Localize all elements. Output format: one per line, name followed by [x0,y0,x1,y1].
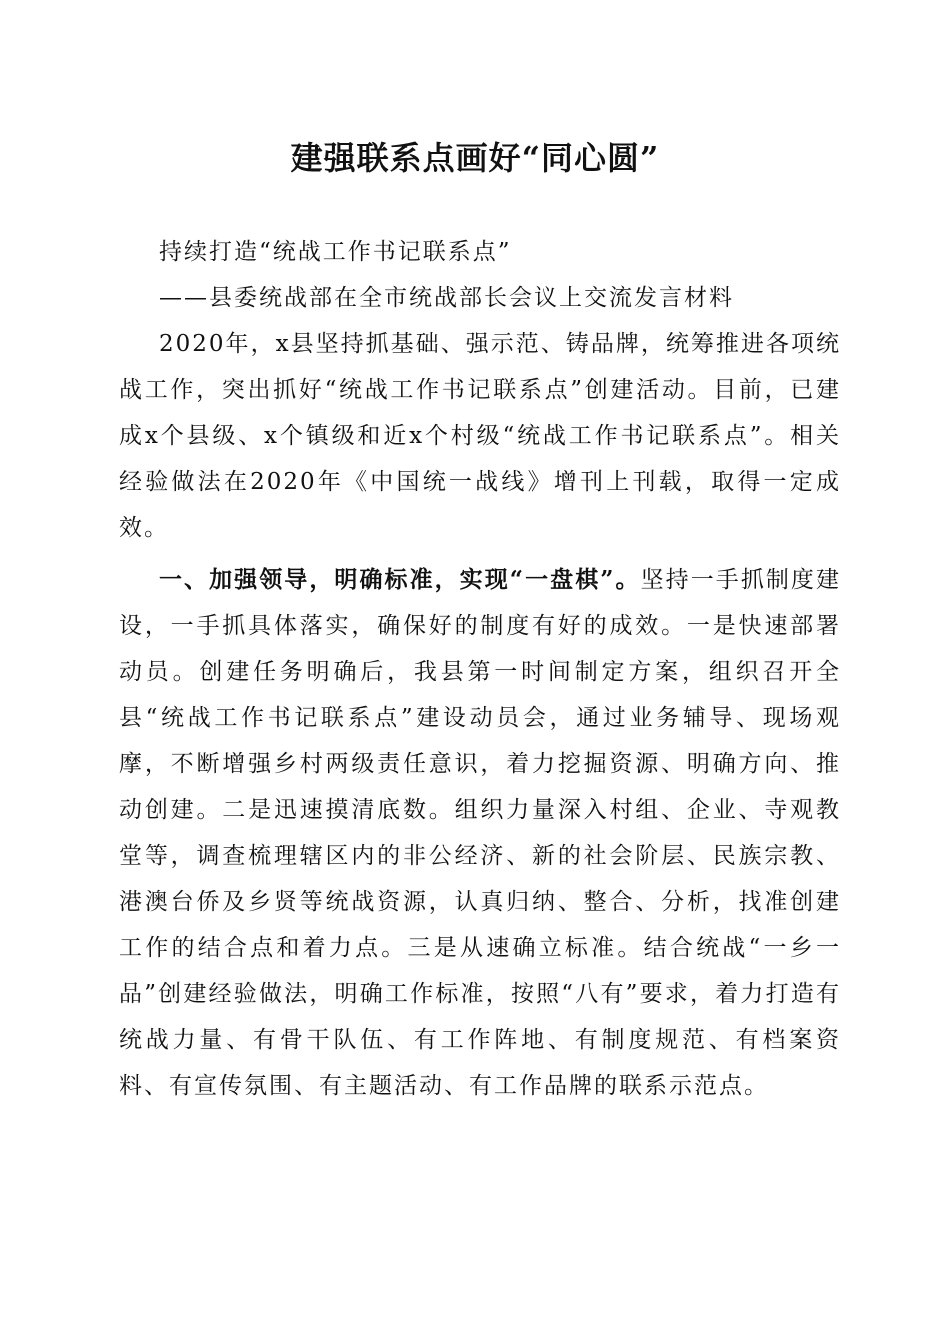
document-body [119,229,841,1109]
subtitle: 持续打造“统战工作书记联系点” [159,239,512,265]
byline: ——县委统战部在全市统战部长会议上交流发言材料 [159,285,734,311]
section-1-body: 坚持一手抓制度建设，一手抓具体落实，确保好的制度有好的成效。一是快速部署动员。创建任务明确后，我县第一时间制定方案，组织召开全县“统战工作书记联系点”建设动员会，通过业务辅导、现场观摩，不断增强乡村两级责任意识，着力挖掘资源、明确方向、推动创建。二是迅速摸清底数。组织力量深入村组、企业、寺观教堂等，调查梳理辖区内的非公经济、新的社会阶层、民族宗教、港澳台侨及乡贤等统战资源，认真归纳、整合、分析，找准创建工作的结合点和着力点。三是从速确立标准。结合统战“一乡一品”创建经验做法，明确工作标准，按照“八有”要求，着力打造有统战力量、有骨干队伍、有工作阵地、有制度规范、有档案资料、有宣传氛围、有主题活动、有工作品牌的联系示范点。 [119,567,841,1099]
intro-paragraph: 2020年，x县坚持抓基础、强示范、铸品牌，统筹推进各项统战工作，突出抓好“统战工作书记联系点”创建活动。目前，已建成x个县级、x个镇级和近x个村级“统战工作书记联系点”。相关经验做法在2020年《中国统一战线》增刊上刊载，取得一定成效。 [119,331,841,541]
document-title: 建强联系点画好“同心圆” [290,139,660,177]
section-1-paragraph [119,557,841,1109]
section-1-heading: 一、加强领导，明确标准，实现“一盘棋”。 [159,566,641,593]
